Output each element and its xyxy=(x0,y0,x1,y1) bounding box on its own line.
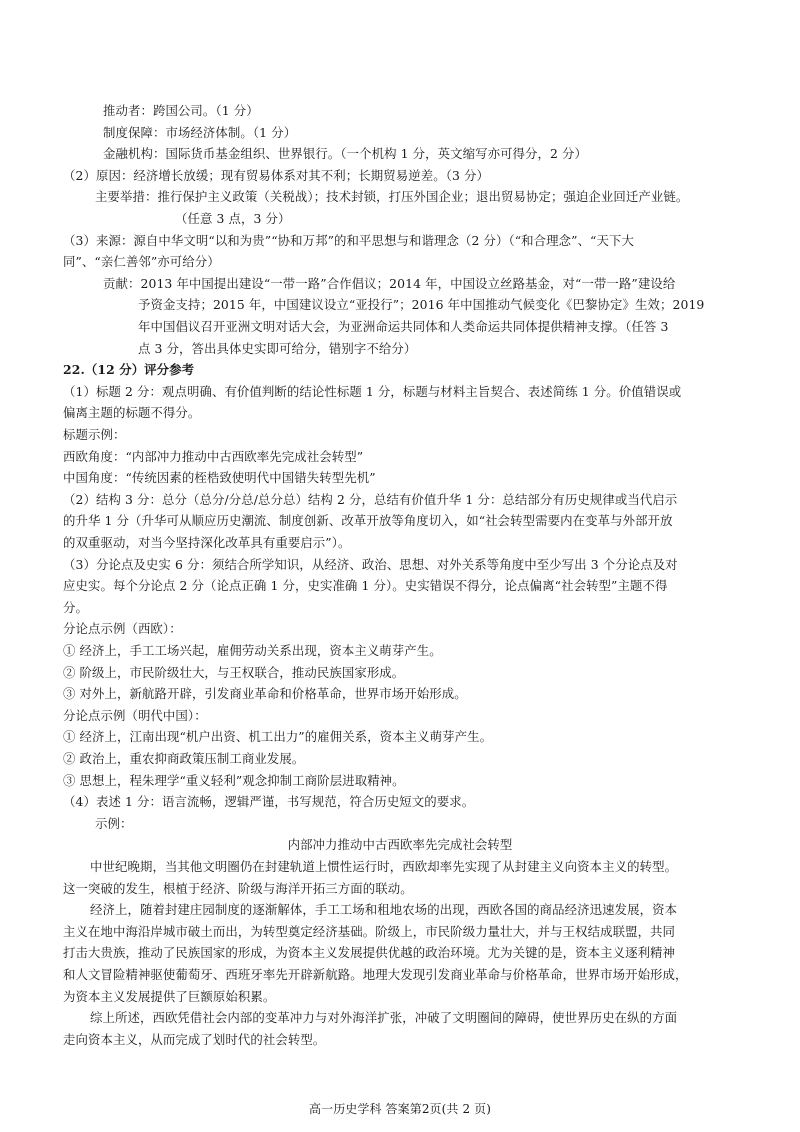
text-line: 年中国倡议召开亚洲文明对话大会，为亚洲命运共同体和人类命运共同体提供精神支撑。（任答 3 xyxy=(138,319,669,334)
text-line: 分论点示例（明代中国）： xyxy=(63,707,207,723)
text-line: 标题示例： xyxy=(63,427,126,442)
text-line: 综上所述，西欧凭借社会内部的变革冲力与对外海洋扩张，冲破了文明圈间的障碍，使世界历史在纵的方面 xyxy=(90,1010,678,1026)
text-line: ① 经济上，手工工场兴起，雇佣劳动关系出现，资本主义萌芽产生。 xyxy=(63,643,442,658)
text-line: 的升华 1 分（升华可从顺应历史潮流、制度创新、改革开放等角度切入，如“社会转型需要内在变革与外部开放 xyxy=(63,513,673,529)
text-line: ③ 对外上，新航路开辟，引发商业革命和价格革命，世界市场开始形成。 xyxy=(63,686,467,702)
text-line: 为资本主义发展提供了巨额原始积累。 xyxy=(63,988,276,1004)
text-line: 打击大贵族，推动了民族国家的形成，为资本主义发展提供优越的政治环境。尤为关键的是，资本主义逐利精神 xyxy=(63,945,676,961)
text-line: 贡献：2013 年中国提出建设“一带一路”合作倡议；2014 年，中国设立丝路基金，对“一带一路”建设给 xyxy=(103,275,676,291)
text-line: 同”、“亲仁善邻”亦可给分） xyxy=(63,254,220,270)
text-line: 的双重驱动，对当今坚持深化改革具有重要启示”）。 xyxy=(63,535,351,550)
text-line: 分。 xyxy=(63,599,88,615)
text-line: 和人文冒险精神驱使葡萄牙、西班牙率先开辟新航路。地理大发现引发商业革命与价格革命，世界市场开始形成， xyxy=(63,967,688,982)
text-line: 示例： xyxy=(95,815,133,831)
section-heading: 22.（12 分）评分参考 xyxy=(63,362,195,378)
text-line: （任意 3 点，3 分） xyxy=(175,211,291,226)
text-line: （3）分论点及史实 6 分：须结合所学知识，从经济、政治、思想、对外关系等角度中至少写出 3 个分论点及对 xyxy=(63,556,678,572)
text-line: （3）来源：源自中华文明“以和为贵”“协和万邦”的和平思想与和谐理念（2 分）（“和合理念”、“天下大 xyxy=(63,232,634,248)
essay-title: 内部冲力推动中古西欧率先完成社会转型 xyxy=(287,837,513,853)
text-line: ② 政治上，重农抑商政策压制工商业发展。 xyxy=(63,751,305,766)
text-line: （2）原因：经济增长放缓；现有贸易体系对其不利；长期贸易逆差。（3 分） xyxy=(63,167,489,183)
text-line: 予资金支持；2015 年，中国建议设立“亚投行”；2016 年中国推动气候变化《巴黎协定》生效；2019 xyxy=(138,297,705,313)
text-line: ① 经济上，江南出现“机户出资、机工出力”的雇佣关系，资本主义萌芽产生。 xyxy=(63,729,493,745)
text-line: 点 3 分，答出具体史实即可给分，错别字不给分） xyxy=(138,340,417,356)
text-line: 中国角度：“传统因素的桎梏致使明代中国错失转型先机” xyxy=(63,470,376,486)
text-line: 走向资本主义，从而完成了划时代的社会转型。 xyxy=(63,1031,326,1047)
text-line: ② 阶级上，市民阶级壮大，与王权联合，推动民族国家形成。 xyxy=(63,664,405,680)
text-line: （2）结构 3 分：总分（总分/分总/总分总）结构 2 分，总结有价值升华 1 分：总结部分有历史规律或当代启示 xyxy=(63,491,678,507)
text-line: （1）标题 2 分：观点明确、有价值判断的结论性标题 1 分，标题与材料主旨契合、表述简练 1 分。价值错误或 xyxy=(63,383,682,399)
text-line: 推动者：跨国公司。（1 分） xyxy=(103,103,259,118)
text-line: 中世纪晚期，当其他文明圈仍在封建轨道上惯性运行时，西欧却率先实现了从封建主义向资本主义的转型。 xyxy=(90,859,678,874)
text-line: ③ 思想上，程朱理学“重义轻利”观念抑制工商阶层进取精神。 xyxy=(63,772,405,788)
text-line: （4）表述 1 分：语言流畅，逻辑严谨，书写规范，符合历史短文的要求。 xyxy=(63,794,475,810)
page-footer: 高一历史学科 答案第2页(共 2 页) xyxy=(309,1102,491,1116)
text-line: 金融机构：国际货币基金组织、世界银行。（一个机构 1 分，英文缩写亦可得分，2 分） xyxy=(103,146,588,162)
text-line: 这一突破的发生，根植于经济、阶级与海洋开拓三方面的联动。 xyxy=(63,880,413,896)
text-line: 西欧角度：“内部冲力推动中古西欧率先完成社会转型” xyxy=(63,448,364,464)
text-line: 分论点示例（西欧）： xyxy=(63,621,182,637)
text-line: 偏离主题的标题不得分。 xyxy=(63,405,201,421)
text-line: 经济上，随着封建庄园制度的逐渐解体，手工工场和租地农场的出现，西欧各国的商品经济迅速发展，资本 xyxy=(90,902,678,918)
text-line: 制度保障：市场经济体制。（1 分） xyxy=(103,124,297,140)
text-line: 主要举措：推行保护主义政策（关税战）；技术封锁，打压外国企业；退出贸易协定；强迫企业回迁产业链。 xyxy=(95,189,689,205)
text-line: 应史实。每个分论点 2 分（论点正确 1 分，史实准确 1 分）。史实错误不得分，论点偏离“社会转型”主题不得 xyxy=(63,578,668,594)
text-line: 主义在地中海沿岸城市破土而出，为转型奠定经济基础。阶级上，市民阶级力量壮大，并与王权结成联盟，共同 xyxy=(63,923,676,939)
